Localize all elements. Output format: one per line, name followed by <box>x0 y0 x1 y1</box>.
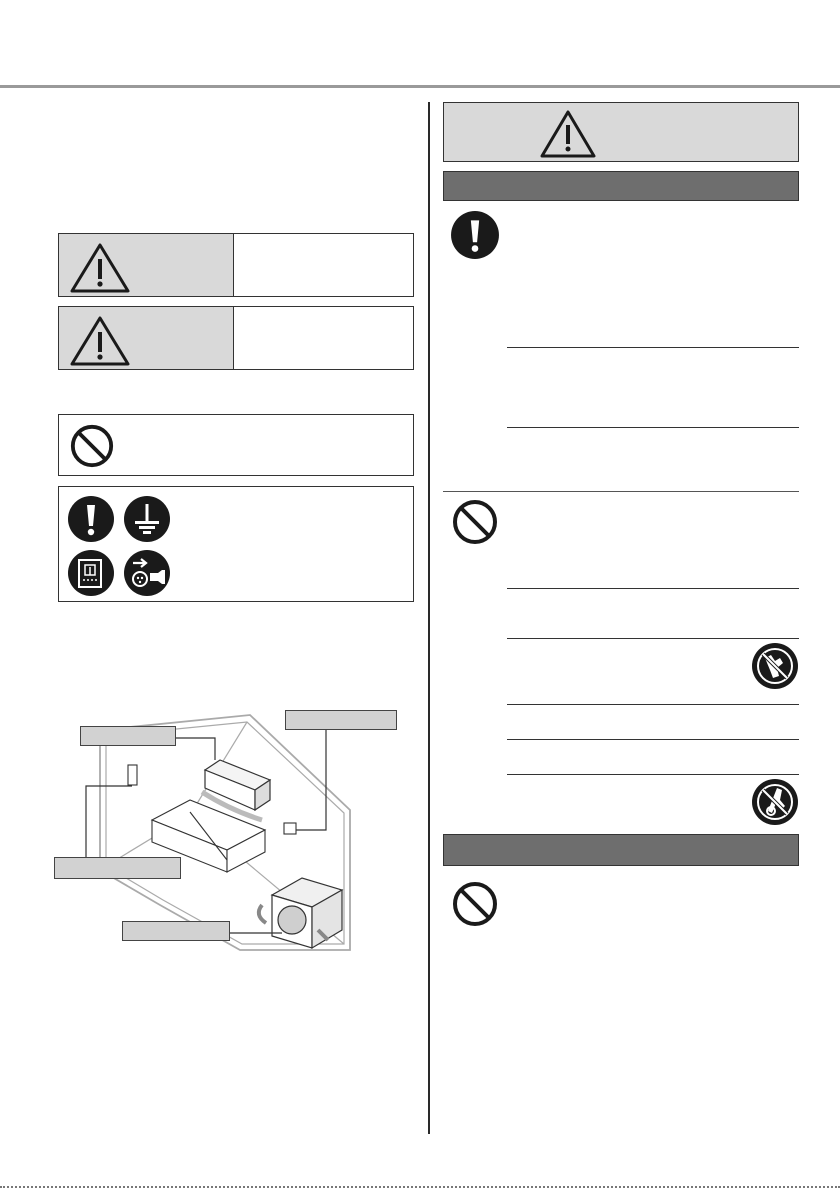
warning-header <box>443 102 799 162</box>
item-divider <box>507 739 799 740</box>
callout-indoor-unit <box>80 726 176 746</box>
exclamation-icon <box>450 210 500 260</box>
page-edge-dots <box>0 1186 840 1188</box>
callout-outlet <box>285 710 397 730</box>
callout-remote-controller <box>54 857 181 879</box>
prohibited-icon <box>69 423 115 469</box>
item-divider <box>507 638 799 639</box>
item-divider <box>507 347 799 348</box>
signal-box-warning <box>58 233 414 297</box>
remote-controller-illustration <box>128 765 137 785</box>
prohibited-symbol-box <box>58 414 414 476</box>
prohibited-icon <box>451 880 499 928</box>
mandatory-symbols-box <box>58 486 414 602</box>
callout-outdoor-unit <box>122 921 230 941</box>
no-touch-icon <box>751 642 799 690</box>
prohibited-icon <box>451 498 499 546</box>
item-divider <box>507 704 799 705</box>
signal-box-caution <box>58 306 414 370</box>
section-bar-installation <box>443 171 799 201</box>
no-touch-icon <box>751 778 799 826</box>
outdoor-unit-illustration <box>259 878 342 948</box>
section-bar-operation <box>443 834 799 866</box>
column-divider <box>428 102 430 1134</box>
item-divider <box>507 427 799 428</box>
warning-triangle-icon <box>69 315 131 367</box>
warning-triangle-icon <box>69 242 131 294</box>
item-divider <box>507 774 799 775</box>
ground-icon <box>123 495 171 543</box>
header-rule <box>0 85 840 88</box>
circuit-breaker-icon <box>67 549 115 597</box>
group-divider <box>443 491 799 492</box>
exclamation-icon <box>67 495 115 543</box>
item-divider <box>507 588 799 589</box>
unplug-icon <box>123 549 171 597</box>
warning-triangle-icon <box>539 109 597 159</box>
outlet-illustration <box>284 823 296 834</box>
